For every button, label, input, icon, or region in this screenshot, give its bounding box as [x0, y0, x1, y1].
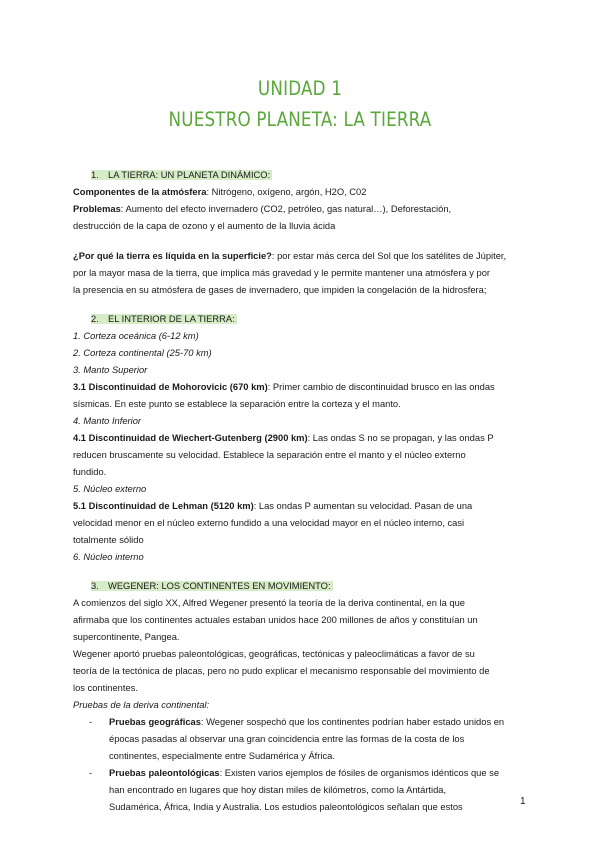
gutenberg-line-3: fundido.: [73, 467, 107, 477]
wegener-p1-line-3: supercontinente, Pangea.: [73, 632, 180, 642]
wegener-p2-line-3: los continentes.: [73, 683, 138, 693]
bullet-paleontological: - Pruebas paleontológicas: Existen varios ejemplos de fósiles de organismos idénticos que se han encontrado en lugares que hoy distan miles de kilómetros, como la Antártida, Sudamérica, África, India y Australia. Los estudios paleontológicos señalan que estos: [73, 765, 533, 816]
wegener-p2-line-2: teoría de la tectónica de placas, pero no pudo explicar el mecanismo responsable del movimiento de: [73, 666, 490, 676]
wegener-p2-line-1: Wegener aportó pruebas paleontológicas, geográficas, tectónicas y paleoclimáticas a favor de su: [73, 649, 475, 659]
layer-3: 3. Manto Superior: [73, 365, 148, 375]
atmosphere-components: Componentes de la atmósfera: Nitrógeno, oxígeno, argón, H2O, C02: [73, 187, 367, 197]
pruebas-heading: Pruebas de la deriva continental:: [73, 700, 210, 710]
problems-line-2: destrucción de la capa de ozono y el aumento de la lluvia ácida: [73, 221, 336, 231]
document-body: [73, 167, 533, 816]
layer-1: 1. Corteza oceánica (6-12 km): [73, 331, 199, 341]
section-3-heading: 3. WEGENER: LOS CONTINENTES EN MOVIMIENTO:: [91, 581, 331, 591]
lehman-line-3: totalmente sólido: [73, 535, 144, 545]
layer-2: 2. Corteza continental (25-70 km): [73, 348, 212, 358]
wegener-p1-line-2: afirmaba que los continentes actuales estaban unidos hace 200 millones de años y constituían un: [73, 615, 478, 625]
layer-6: 6. Núcleo interno: [73, 552, 144, 562]
lehman-line-2: velocidad menor en el núcleo externo fundido a una velocidad mayor en el núcleo interno, casi: [73, 518, 465, 528]
lehman-line-1: 5.1 Discontinuidad de Lehman (5120 km): Las ondas P aumentan su velocidad. Pasan de una: [73, 501, 473, 511]
gutenberg-line-1: 4.1 Discontinuidad de Wiechert-Gutenberg (2900 km): Las ondas S no se propagan, y las ondas P: [73, 433, 494, 443]
problems-line-1: Problemas: Aumento del efecto invernadero (CO2, petróleo, gas natural…), Deforestación,: [73, 204, 452, 214]
bullet-geographic: - Pruebas geográficas: Wegener sospechó que los continentes podrían haber estado unidos en épocas pasadas al observar una gran coincidencia entre las formas de la costa de los continentes, especialmente entre Sudamérica y África.: [73, 714, 533, 765]
wegener-p1-line-1: A comienzos del siglo XX, Alfred Wegener presentó la teoría de la deriva continental, en la que: [73, 598, 465, 608]
section-2-heading: 2. EL INTERIOR DE LA TIERRA:: [91, 314, 235, 324]
question-line-3: la presencia en su atmósfera de gases de invernadero, que impiden la congelación de la hidrosfera;: [73, 285, 487, 295]
gutenberg-line-2: reducen bruscamente su velocidad. Establece la separación entre el manto y el núcleo externo: [73, 450, 466, 460]
bullet-dash: -: [89, 717, 93, 727]
section-1-heading: 1. LA TIERRA: UN PLANETA DINÁMICO:: [91, 170, 271, 180]
mohorovicic-line-2: sísmicas. En este punto se establece la separación entre la corteza y el manto.: [73, 399, 401, 409]
mohorovicic-line-1: 3.1 Discontinuidad de Mohorovicic (670 km): Primer cambio de discontinuidad brusco en las ondas: [73, 382, 495, 392]
question-line-1: ¿Por qué la tierra es líquida en la superficie?: por estar más cerca del Sol que los satélites de Júpiter,: [73, 251, 507, 261]
layer-4: 4. Manto Inferior: [73, 416, 142, 426]
layer-5: 5. Núcleo externo: [73, 484, 147, 494]
unit-title: UNIDAD 1: [257, 77, 343, 100]
page-number: 1: [520, 796, 526, 807]
bullet-dash: -: [89, 768, 93, 778]
question-line-2: por la mayor masa de la tierra, que implica más gravedad y le permite mantener una atmósfera y por: [73, 268, 491, 278]
unit-subtitle: NUESTRO PLANETA: LA TIERRA: [168, 108, 432, 131]
